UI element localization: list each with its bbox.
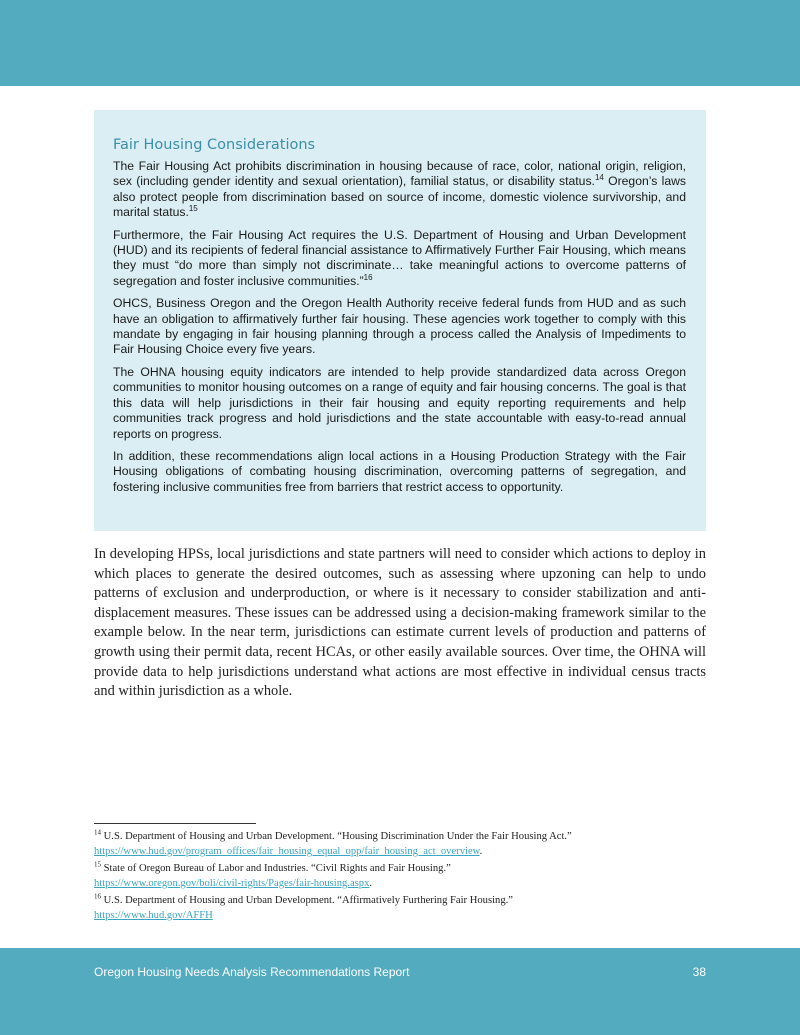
footnote-14: $^{14}$ U.S. Department of Housing and Urban Development. “Housing Discrimination Under the Fair Housing Act.” https://www.hud.gov/program_offices/fair_housing_equal_opp/fair_housing_act_overview. [94, 828, 572, 857]
fair-housing-callout [94, 110, 706, 531]
footnote-16-link[interactable]: https://www.hud.gov/AFFH [94, 909, 213, 921]
page-number: 38 [692, 965, 706, 979]
callout-title: Fair Housing Considerations [113, 137, 316, 153]
footnote-14-link[interactable]: https://www.hud.gov/program_offices/fair_housing_equal_opp/fair_housing_act_overview [94, 845, 480, 857]
footnote-15: $^{15}$ State of Oregon Bureau of Labor and Industries. “Civil Rights and Fair Housing.” https://www.oregon.gov/boli/civil-rights/Pages/fair-housing.aspx. [94, 860, 451, 889]
footnotes [94, 830, 714, 926]
footnote-ref-15[interactable]: 15 [188, 204, 198, 214]
footnote-15-link[interactable]: https://www.oregon.gov/boli/civil-rights/Pages/fair-housing.aspx [94, 877, 370, 889]
callout-paragraph-5: In addition, these recommendations align local actions in a Housing Production Strategy with the Fair Housing obligations of combating housing discrimination, overcoming patterns of segregation, and fostering inclusive communities free from barriers that restrict access to opportunity. [113, 448, 686, 494]
callout-paragraph-1: The Fair Housing Act prohibits discrimination in housing because of race, color, national origin, religion, sex (including gender identity and sexual orientation), familial status, or disability status.$^{14}$ Oregon’s laws also protect people from discrimination based on source of income, domestic violence survivorship, and marital status.$^{15}$ [113, 159, 687, 220]
header-band [0, 0, 800, 86]
footnote-ref-14[interactable]: 14 [594, 173, 604, 183]
footnote-ref-16[interactable]: 16 [363, 272, 373, 282]
body-paragraph: In developing HPSs, local jurisdictions and state partners will need to consider which actions to deploy in which places to generate the desired outcomes, such as assessing where upzoning can help to undo patterns of exclusion and underproduction, or where is it necessary to consider stabilization and anti-displacement measures. These issues can be addressed using a decision-making framework similar to the example below. In the near term, jurisdictions can estimate current levels of production and patterns of growth using their permit data, recent HCAs, or other easily available sources. Over time, the OHNA will provide data to help jurisdictions understand what actions are most effective in individual census tracts and within jurisdiction as a whole. [94, 546, 706, 700]
callout-paragraph-2: Furthermore, the Fair Housing Act requires the U.S. Department of Housing and Urban Development (HUD) and its recipients of federal financial assistance to Affirmatively Further Fair Housing, which means they must “do more than simply not discriminate… take meaningful actions to overcome patterns of segregation and foster inclusive communities.”$^{16}$ [113, 227, 686, 288]
footnote-16: $^{16}$ U.S. Department of Housing and Urban Development. “Affirmatively Furthering Fair Housing.” https://www.hud.gov/AFFH [94, 892, 513, 921]
callout-paragraph-3: OHCS, Business Oregon and the Oregon Health Authority receive federal funds from HUD and as such have an obligation to affirmatively further fair housing. These agencies work together to comply with this mandate by engaging in fair housing planning through a process called the Analysis of Impediments to Fair Housing Choice every five years. [113, 296, 686, 357]
footer-title: Oregon Housing Needs Analysis Recommendations Report [94, 965, 410, 979]
callout-paragraph-4: The OHNA housing equity indicators are intended to help provide standardized data across Oregon communities to monitor housing outcomes on a range of equity and fair housing concerns. The goal is that this data will help jurisdictions in their fair housing and equity reporting requirements and help communities track progress and hold jurisdictions and the state accountable with easy-to-read annual reports on progress. [113, 364, 686, 441]
footnote-divider [94, 823, 256, 824]
footer-band [0, 948, 800, 1035]
